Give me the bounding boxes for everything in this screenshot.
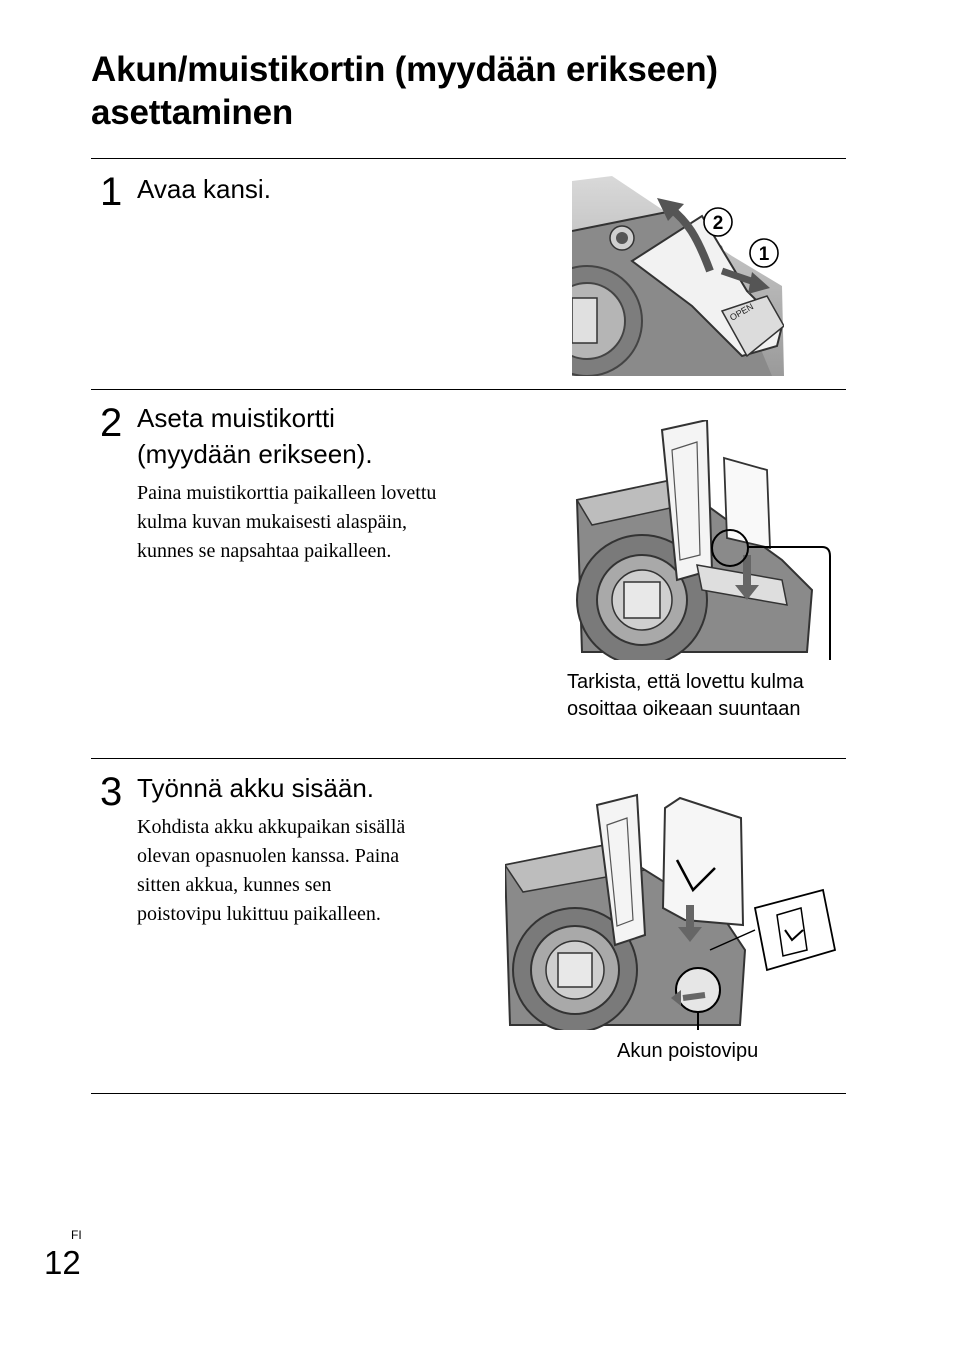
lever-caption: Akun poistovipu bbox=[617, 1040, 759, 1062]
step-2-heading-line2: (myydään erikseen). bbox=[137, 439, 373, 469]
open-label: OPEN bbox=[728, 301, 756, 323]
language-label: FI bbox=[71, 1228, 82, 1242]
step-1-heading: Avaa kansi. bbox=[137, 174, 271, 204]
card-caption-line1: Tarkista, että lovettu kulma bbox=[567, 671, 804, 693]
step-2-body-line: Paina muistikorttia paikalleen lovettu bbox=[137, 482, 437, 504]
page-title: Akun/muistikortin (myydään erikseen) asettaminen bbox=[91, 50, 718, 132]
divider bbox=[91, 1093, 846, 1094]
step-3-body-line: olevan opasnuolen kanssa. Paina bbox=[137, 845, 400, 867]
step-1-number: 1 bbox=[100, 170, 123, 214]
step-3-body-line: poistovipu lukittuu paikalleen. bbox=[137, 903, 381, 925]
divider bbox=[91, 158, 846, 159]
battery-insert-illustration bbox=[505, 790, 840, 1030]
divider bbox=[91, 758, 846, 759]
step-3-body-line: sitten akkua, kunnes sen bbox=[137, 874, 332, 896]
step-3-number: 3 bbox=[100, 770, 123, 814]
step-2-heading-line1: Aseta muistikortti bbox=[137, 403, 335, 433]
divider bbox=[91, 389, 846, 390]
step-2-body-line: kunnes se napsahtaa paikalleen. bbox=[137, 540, 392, 562]
step-3-heading: Työnnä akku sisään. bbox=[137, 773, 375, 803]
card-caption-line2: osoittaa oikeaan suuntaan bbox=[567, 698, 801, 720]
camera-cover-open-illustration bbox=[572, 176, 784, 376]
marker-2: 2 bbox=[712, 213, 724, 234]
marker-1: 1 bbox=[758, 244, 770, 265]
step-2-number: 2 bbox=[100, 401, 123, 445]
page-number: 12 bbox=[44, 1244, 81, 1281]
step-2-body-line: kulma kuvan mukaisesti alaspäin, bbox=[137, 511, 407, 533]
step-3-body-line: Kohdista akku akkupaikan sisällä bbox=[137, 816, 406, 838]
memory-card-insert-illustration bbox=[572, 420, 834, 660]
